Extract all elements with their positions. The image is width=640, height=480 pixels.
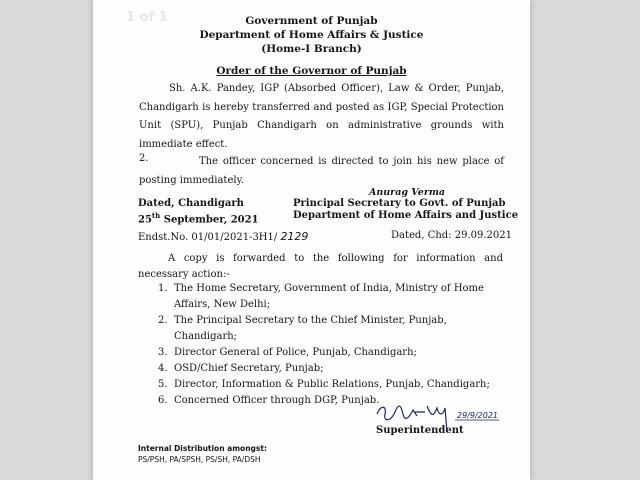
header-department: Department of Home Affairs & Justice bbox=[199, 29, 424, 41]
superintendent-label: Superintendent bbox=[376, 425, 464, 436]
bleed-through-text: 1 of 1 bbox=[126, 10, 168, 25]
paragraph-2-text: The officer concerned is directed to join his new place of posting immediately. bbox=[139, 156, 504, 186]
list-item: 2. The Principal Secretary to the Chief Minister, Punjab, Chandigarh; bbox=[158, 315, 447, 342]
dated-place: Dated, Chandigarh bbox=[138, 198, 244, 209]
copy-forwarded-text: A copy is forwarded to the following for information and necessary action:- bbox=[138, 253, 503, 280]
endorsement-number: Endst.No. 01/01/2021-3H1/ 2129 bbox=[138, 230, 309, 243]
list-item: 3. Director General of Police, Punjab, Chandigarh; bbox=[158, 347, 417, 358]
endorsement-date: Dated, Chd: 29.09.2021 bbox=[391, 230, 512, 241]
paragraph-1 bbox=[139, 80, 504, 155]
list-item: 6. Concerned Officer through DGP, Punjab. bbox=[158, 395, 380, 406]
recipient-list bbox=[158, 281, 498, 409]
list-item: 1. The Home Secretary, Government of India, Ministry of Home Affairs, New Delhi; bbox=[158, 283, 484, 310]
signatory-designation-2: Department of Home Affairs and Justice bbox=[293, 210, 519, 221]
signature-date: 29/9/2021 bbox=[457, 411, 499, 420]
internal-distribution bbox=[138, 443, 267, 465]
paragraph-2-number: 2. bbox=[139, 153, 149, 164]
handwritten-number: 2129 bbox=[280, 230, 309, 243]
list-item: 4. OSD/Chief Secretary, Punjab; bbox=[158, 363, 324, 374]
internal-distribution-list: PS/PSH, PA/SPSH, PS/SH, PA/DSH bbox=[138, 455, 261, 464]
dated-date: 25th September, 2021 bbox=[138, 211, 259, 226]
order-title: Order of the Governor of Punjab bbox=[216, 65, 407, 77]
paragraph-2 bbox=[139, 153, 504, 190]
header-government: Government of Punjab bbox=[245, 15, 378, 27]
document-page bbox=[93, 0, 530, 480]
signatory-designation-1: Principal Secretary to Govt. of Punjab bbox=[293, 198, 506, 209]
list-item: 5. Director, Information & Public Relations, Punjab, Chandigarh; bbox=[158, 379, 490, 390]
signatory-name: Anurag Verma bbox=[369, 187, 446, 198]
header-branch: (Home-I Branch) bbox=[261, 43, 362, 55]
dated-block bbox=[138, 198, 259, 226]
paragraph-1-text: Sh. A.K. Pandey, IGP (Absorbed Officer), Law & Order, Punjab, Chandigarh is hereby transferred and posted as IGP, Special Protection Unit (SPU), Punjab Chandigarh on administrative grounds with immediate effect. bbox=[139, 83, 504, 151]
signatory-block bbox=[293, 198, 518, 222]
internal-distribution-title: Internal Distribution amongst: bbox=[138, 444, 267, 453]
